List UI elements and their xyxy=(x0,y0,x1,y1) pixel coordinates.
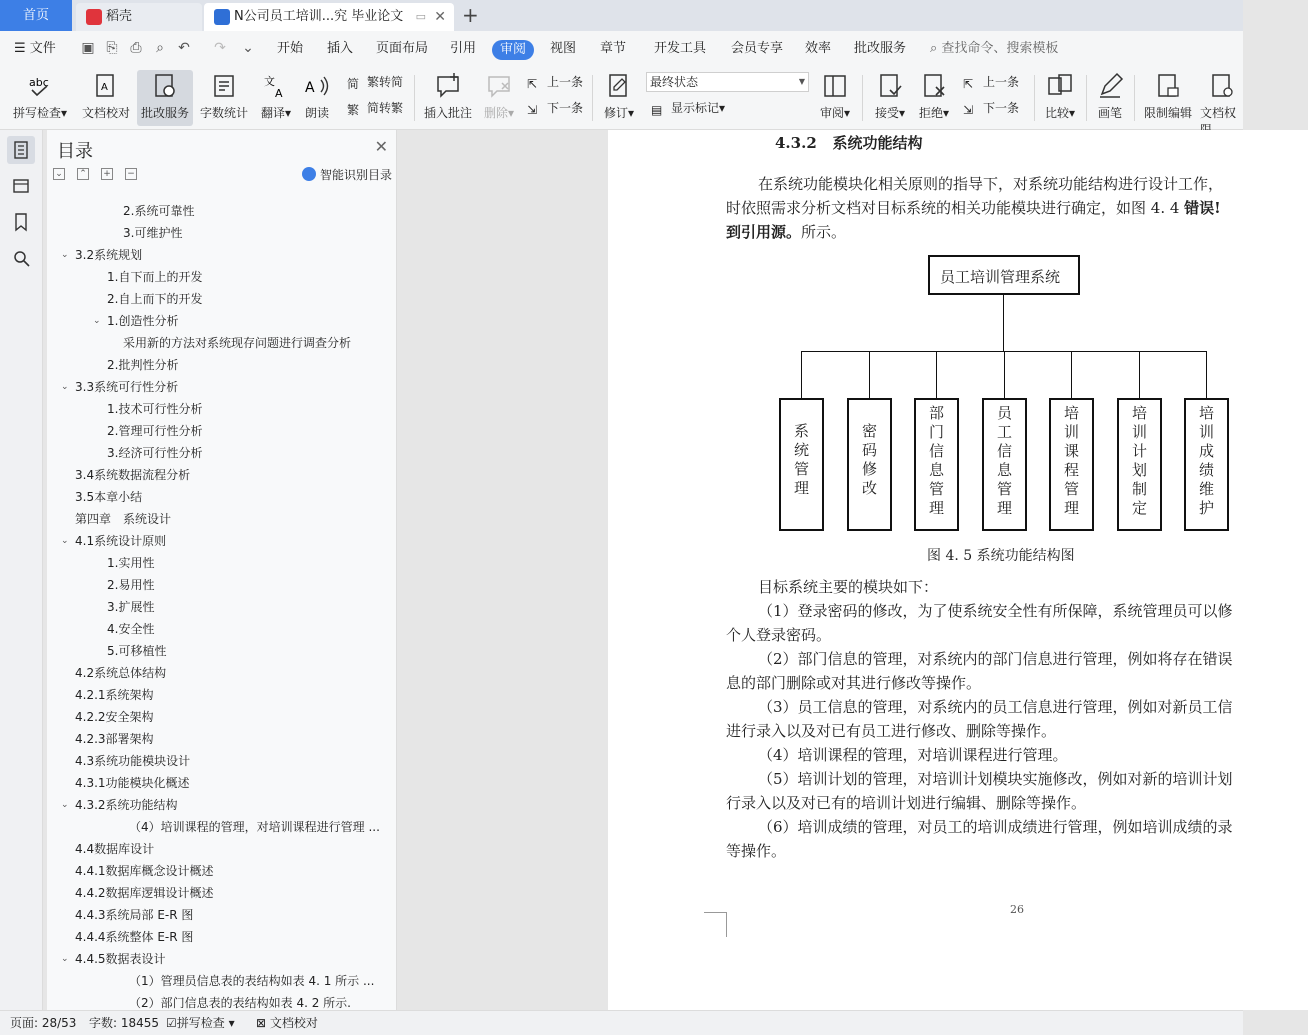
body-line: 目标系统主要的模块如下： xyxy=(758,578,939,596)
close-icon[interactable]: ✕ xyxy=(374,137,388,156)
status-spell-label: 拼写检查 xyxy=(176,1016,225,1030)
toc-item[interactable]: 4.4数据库设计 xyxy=(75,842,155,856)
hamburger-icon: ☰ xyxy=(14,41,26,56)
trad-to-simp-label: 繁转简 xyxy=(367,75,404,89)
next-change-label: 下一条 xyxy=(983,101,1020,115)
read-aloud-button[interactable] xyxy=(300,70,334,126)
module-label: 培训课程管理 xyxy=(1063,404,1079,517)
menu-layout[interactable]: 页面布局 xyxy=(376,41,429,56)
status-proofread-label: 文档校对 xyxy=(269,1016,318,1030)
prev-change-button[interactable] xyxy=(963,72,1019,92)
expand-caret-icon[interactable]: ⌄ xyxy=(93,316,101,326)
toc-item[interactable]: 5.可移植性 xyxy=(107,644,167,658)
review-pane-icon xyxy=(821,72,849,100)
heading-text: 系统功能结构 xyxy=(832,134,923,152)
module-node xyxy=(1184,398,1229,531)
toc-pane xyxy=(47,130,397,1010)
insert-comment-button[interactable] xyxy=(422,70,474,126)
toc-item[interactable]: 3.扩展性 xyxy=(107,600,155,614)
paragraph-line: 在系统功能模块化相关原则的指导下，对系统功能结构进行设计工作， xyxy=(758,175,1224,193)
accept-button[interactable]: 接受▾ xyxy=(870,70,910,126)
track-changes-button[interactable]: 修订▾ xyxy=(600,70,638,126)
spell-check-icon xyxy=(26,72,54,100)
toc-panel-icon[interactable] xyxy=(7,136,35,164)
doc-permission-label: 文档权 xyxy=(1200,106,1237,120)
file-menu[interactable] xyxy=(14,31,56,67)
menu-bar xyxy=(0,31,1243,67)
undo-icon[interactable]: ↶ xyxy=(178,40,190,56)
simp-to-trad-label: 简转繁 xyxy=(367,101,404,115)
svg-text:A: A xyxy=(101,82,108,93)
accept-label: 接受 xyxy=(874,106,899,120)
restrict-edit-label: 限制编辑 xyxy=(1143,106,1192,120)
tab-document[interactable] xyxy=(204,3,454,31)
show-markup-icon: ▤ xyxy=(651,103,663,117)
prev-comment-label: 上一条 xyxy=(547,75,584,89)
word-count[interactable]: 字数: 18455 xyxy=(89,1016,160,1030)
word-count-label: 字数统计 xyxy=(199,106,248,120)
track-changes-label: 修订 xyxy=(603,106,628,120)
document-area xyxy=(398,130,1243,1010)
menu-start[interactable]: 开始 xyxy=(277,41,304,56)
module-node xyxy=(1049,398,1094,531)
page-number: 26 xyxy=(1010,903,1024,916)
next-change-icon: ⇲ xyxy=(963,103,974,117)
delete-comment-button[interactable]: 删除▾ xyxy=(480,70,518,126)
body-line: （6）培训成绩的管理，对员工的培训成绩进行管理，例如培训成绩的录 xyxy=(758,818,1233,836)
toc-item[interactable]: 4.2系统总体结构 xyxy=(75,666,167,680)
tab-home[interactable]: 首页 xyxy=(0,0,72,31)
toc-item[interactable]: 4.3系统功能模块设计 xyxy=(75,754,191,768)
insert-comment-label: 插入批注 xyxy=(423,106,472,120)
menu-correction[interactable]: 批改服务 xyxy=(854,41,907,56)
body-line: （5）培训计划的管理，对培训计划模块实施修改，例如对新的培训计划 xyxy=(758,770,1233,788)
toc-item[interactable]: 4.4.3系统局部 E-R 图 xyxy=(75,908,194,922)
checkbox-icon: ☑ xyxy=(166,1016,177,1030)
body-line: 进行录入以及对已有员工进行修改、删除等操作。 xyxy=(726,722,1057,740)
permission-icon xyxy=(1208,72,1236,100)
prev-change-icon: ⇱ xyxy=(963,77,974,91)
spell-check-label: 拼写检查 xyxy=(12,106,61,120)
body-line: （2）部门信息的管理，对系统内的部门信息进行管理，例如将存在错误 xyxy=(758,650,1233,668)
reference-error: 错误! xyxy=(1184,199,1221,217)
tab-document-label: N公司员工培训...究 毕业论文 xyxy=(234,9,404,24)
proofread-icon xyxy=(92,72,120,100)
toc-item[interactable]: 3.3系统可行性分析 xyxy=(75,380,179,394)
toc-item[interactable]: （1）管理员信息表的表结构如表 4. 1 所示 ... xyxy=(129,974,375,988)
toc-item[interactable]: 2.易用性 xyxy=(107,578,155,592)
prev-comment-icon: ⇱ xyxy=(527,77,538,91)
toc-item[interactable]: 2.自上而下的开发 xyxy=(107,292,203,306)
print-icon[interactable]: ⎙ xyxy=(130,40,142,56)
toc-item[interactable]: 4.2.3部署架构 xyxy=(75,732,154,746)
paragraph-line xyxy=(726,197,1221,218)
section-heading xyxy=(775,132,922,153)
smart-toc-button[interactable] xyxy=(302,166,392,183)
toc-item[interactable]: 3.5本章小结 xyxy=(75,490,143,504)
expand-all-icon[interactable]: ⌄ xyxy=(53,168,65,180)
module-label: 密码修改 xyxy=(861,422,877,497)
module-label: 员工信息管理 xyxy=(996,404,1012,517)
root-node xyxy=(928,255,1080,295)
body-line: （4）培训课程的管理，对培训课程进行管理。 xyxy=(758,746,1068,764)
toc-item[interactable]: 4.安全性 xyxy=(107,622,155,636)
delete-comment-icon xyxy=(485,72,513,100)
close-tab-icon[interactable]: ✕ xyxy=(434,9,446,25)
command-search[interactable] xyxy=(930,31,1058,67)
svg-text:A: A xyxy=(305,80,315,96)
translate-label: 翻译 xyxy=(260,106,285,120)
proofread-small-icon: ⊠ xyxy=(256,1016,267,1030)
connector-line xyxy=(1004,351,1005,399)
next-change-button[interactable] xyxy=(963,98,1019,118)
toc-item[interactable]: 4.4.2数据库逻辑设计概述 xyxy=(75,886,214,900)
connector-line xyxy=(936,351,937,399)
reject-label: 拒绝 xyxy=(918,106,943,120)
expand-caret-icon[interactable]: ⌄ xyxy=(61,382,69,392)
collapse-all-icon[interactable]: ⌃ xyxy=(77,168,89,180)
body-line: 个人登录密码。 xyxy=(726,626,832,644)
smart-toc-label: 智能识别目录 xyxy=(319,168,392,182)
correction-service-button[interactable] xyxy=(137,70,193,126)
compare-label: 比较 xyxy=(1044,106,1069,120)
proofread-button[interactable] xyxy=(80,70,132,126)
compare-icon xyxy=(1046,72,1074,100)
simp-to-trad-button[interactable] xyxy=(347,98,403,118)
new-tab-button[interactable]: + xyxy=(462,3,479,27)
accept-icon xyxy=(876,72,904,100)
svg-text:文: 文 xyxy=(264,75,275,88)
body-line: 息的部门删除或对其进行修改等操作。 xyxy=(726,674,982,692)
ribbon-separator xyxy=(1034,75,1035,121)
simp-trad-icon: 繁 xyxy=(347,103,360,117)
read-aloud-icon xyxy=(303,72,331,100)
correction-service-label: 批改服务 xyxy=(140,106,189,120)
track-changes-icon xyxy=(605,72,633,100)
spell-check-button[interactable]: abc 拼写检查▾ xyxy=(8,70,72,126)
trad-to-simp-button[interactable] xyxy=(347,72,403,92)
display-state-select[interactable] xyxy=(646,72,809,92)
figure-caption: 图 4. 5 系统功能结构图 xyxy=(927,548,1075,564)
module-label: 培训计划制定 xyxy=(1131,404,1147,517)
redo-icon[interactable]: ↷ xyxy=(214,40,226,56)
body-line: （3）员工信息的管理，对系统内的员工信息进行管理，例如对新员工信 xyxy=(758,698,1233,716)
svg-text:A: A xyxy=(275,87,283,100)
toc-item[interactable]: 2.管理可行性分析 xyxy=(107,424,203,438)
toc-item[interactable]: 4.3.2系统功能结构 xyxy=(75,798,178,812)
toc-item[interactable]: 4.3.1功能模块化概述 xyxy=(75,776,190,790)
toc-item[interactable]: 1.创造性分析 xyxy=(107,314,179,328)
side-icon-strip xyxy=(0,130,43,1010)
writer-icon xyxy=(214,9,230,25)
tab-daoke[interactable] xyxy=(76,3,202,31)
toc-item[interactable]: 1.实用性 xyxy=(107,556,155,570)
command-search-placeholder: 查找命令、搜索模板 xyxy=(941,41,1059,56)
status-bar xyxy=(0,1010,1243,1035)
lock-icon xyxy=(1154,72,1182,100)
paragraph-line xyxy=(726,221,846,242)
bookmark-icon[interactable] xyxy=(7,208,35,236)
module-node xyxy=(914,398,959,531)
show-markup-label: 显示标记 xyxy=(671,101,720,115)
next-comment-icon: ⇲ xyxy=(527,103,538,117)
reject-icon xyxy=(920,72,948,100)
heading-number: 4.3.2 xyxy=(775,134,817,152)
toc-item[interactable]: 4.4.5数据表设计 xyxy=(75,952,166,966)
chevron-down-icon: ▼ xyxy=(798,77,805,86)
body-line: 行录入以及对已有的培训计划进行编辑、删除等操作。 xyxy=(726,794,1087,812)
word-count-icon xyxy=(210,72,238,100)
toc-item[interactable]: 2.批判性分析 xyxy=(107,358,179,372)
body-line: 等操作。 xyxy=(726,842,787,860)
menu-insert[interactable]: 插入 xyxy=(327,41,354,56)
ribbon-separator xyxy=(592,75,593,121)
root-node-label: 员工培训管理系统 xyxy=(940,268,1061,286)
expand-caret-icon[interactable]: ⌄ xyxy=(61,536,69,546)
tab-bar xyxy=(0,0,1243,31)
toc-item[interactable]: （4）培训课程的管理，对培训课程进行管理 ... xyxy=(129,820,380,834)
menu-member[interactable]: 会员专享 xyxy=(731,41,784,56)
proofread-label: 文档校对 xyxy=(81,106,130,120)
window-icon[interactable]: ▭ xyxy=(415,10,426,23)
next-comment-button[interactable] xyxy=(527,98,583,118)
next-comment-label: 下一条 xyxy=(547,101,584,115)
word-count-button[interactable] xyxy=(198,70,250,126)
ribbon-separator xyxy=(862,75,863,121)
translate-button[interactable]: 文 A 翻译▾ xyxy=(256,70,296,126)
expand-caret-icon[interactable]: ⌄ xyxy=(61,954,69,964)
module-label: 部门信息管理 xyxy=(928,404,944,517)
connector-line xyxy=(869,351,870,399)
prev-change-label: 上一条 xyxy=(983,75,1020,89)
module-node xyxy=(847,398,892,531)
ribbon-separator xyxy=(414,75,415,121)
pen-icon xyxy=(1096,72,1124,100)
menu-view[interactable]: 视图 xyxy=(550,41,577,56)
connector-line xyxy=(1003,295,1004,351)
status-proofread[interactable] xyxy=(256,1011,318,1035)
save-icon[interactable]: ▣ xyxy=(81,40,95,56)
quick-more-icon[interactable]: ⌄ xyxy=(242,40,254,56)
paragraph-text: 所示。 xyxy=(801,223,847,241)
show-markup-button[interactable]: ▤ 显示标记▾ xyxy=(651,101,726,117)
corner-mark xyxy=(704,912,726,913)
body-line: （1）登录密码的修改，为了使系统安全性有所保障，系统管理员可以修 xyxy=(758,602,1233,620)
preview-icon[interactable]: ⌕ xyxy=(156,40,164,56)
menu-review[interactable]: 审阅 xyxy=(492,40,534,60)
module-node xyxy=(982,398,1027,531)
toc-item[interactable]: 1.自下而上的开发 xyxy=(107,270,203,284)
review-pane-button[interactable]: 审阅▾ xyxy=(816,70,854,126)
toc-item[interactable]: 采用新的方法对系统现存问题进行调查分析 xyxy=(123,336,352,350)
remove-level-icon[interactable]: − xyxy=(125,168,137,180)
ribbon-separator xyxy=(1134,75,1135,121)
toc-item[interactable]: 3.可维护性 xyxy=(123,226,183,240)
svg-text:abc: abc xyxy=(29,76,49,89)
corner-mark xyxy=(726,912,727,937)
menu-chapter[interactable]: 章节 xyxy=(600,41,627,56)
pen-button[interactable] xyxy=(1094,70,1126,126)
toc-item[interactable]: 4.4.1数据库概念设计概述 xyxy=(75,864,214,878)
toc-item[interactable]: 3.4系统数据流程分析 xyxy=(75,468,191,482)
connector-line xyxy=(801,351,802,399)
restrict-edit-button[interactable] xyxy=(1140,70,1196,126)
toc-item[interactable]: 4.2.1系统架构 xyxy=(75,688,154,702)
toc-list xyxy=(47,200,387,1008)
insert-comment-icon xyxy=(434,72,462,100)
toc-item[interactable]: 1.技术可行性分析 xyxy=(107,402,203,416)
toc-title: 目录 xyxy=(57,141,93,162)
add-level-icon[interactable]: + xyxy=(101,168,113,180)
display-state-value: 最终状态 xyxy=(650,75,699,89)
toc-item[interactable]: 3.2系统规划 xyxy=(75,248,143,262)
correction-service-icon xyxy=(151,72,179,100)
menu-developer[interactable]: 开发工具 xyxy=(654,41,707,56)
search-icon: ⌕ xyxy=(930,41,938,56)
connector-line xyxy=(1206,351,1207,399)
pen-label: 画笔 xyxy=(1097,106,1122,120)
status-spell-check[interactable]: ☑拼写检查 ▾ xyxy=(166,1016,235,1030)
daoke-icon xyxy=(86,9,102,25)
connector-line xyxy=(1071,351,1072,399)
module-label: 培训成绩维护 xyxy=(1198,404,1214,517)
toc-item[interactable]: 3.经济可行性分析 xyxy=(107,446,203,460)
reject-button[interactable]: 拒绝▾ xyxy=(914,70,954,126)
smart-toc-icon xyxy=(302,167,316,181)
read-aloud-label: 朗读 xyxy=(304,106,329,120)
ribbon-toolbar xyxy=(0,67,1243,130)
tab-daoke-label: 稻壳 xyxy=(106,9,133,24)
chapter-nav-icon[interactable] xyxy=(7,172,35,200)
menu-efficiency[interactable]: 效率 xyxy=(805,41,832,56)
compare-button[interactable]: 比较▾ xyxy=(1040,70,1080,126)
toc-item[interactable]: 2.系统可靠性 xyxy=(123,204,195,218)
toc-item[interactable]: 4.1系统设计原则 xyxy=(75,534,167,548)
module-node xyxy=(1117,398,1162,531)
menu-reference[interactable]: 引用 xyxy=(450,41,477,56)
connector-line xyxy=(1139,351,1140,399)
delete-comment-label: 删除 xyxy=(483,106,508,120)
expand-caret-icon[interactable]: ⌄ xyxy=(61,800,69,810)
ribbon-separator xyxy=(1086,75,1087,121)
translate-icon xyxy=(262,72,290,100)
file-menu-label: 文件 xyxy=(29,41,56,56)
module-node xyxy=(779,398,824,531)
search-icon[interactable] xyxy=(7,244,35,272)
toc-item[interactable]: 4.2.2安全架构 xyxy=(75,710,154,724)
export-icon[interactable]: ⎘ xyxy=(106,40,118,56)
document-page[interactable] xyxy=(608,130,1308,1010)
page-indicator[interactable]: 页面: 28/53 xyxy=(10,1016,77,1030)
paragraph-text: 时依照需求分析文档对目标系统的相关功能模块进行确定，如图 4. 4 xyxy=(726,199,1185,217)
trad-simp-icon: 简 xyxy=(347,77,360,91)
doc-permission-button[interactable] xyxy=(1200,70,1243,126)
toc-item[interactable]: 4.4.4系统整体 E-R 图 xyxy=(75,930,194,944)
prev-comment-button[interactable] xyxy=(527,72,583,92)
review-pane-label: 审阅 xyxy=(819,106,844,120)
reference-error: 到引用源。 xyxy=(726,223,802,241)
toc-item[interactable]: 第四章 系统设计 xyxy=(75,512,172,526)
expand-caret-icon[interactable]: ⌄ xyxy=(61,250,69,260)
module-label: 系统管理 xyxy=(793,422,809,497)
toc-item[interactable]: （2）部门信息表的表结构如表 4. 2 所示. xyxy=(129,996,351,1010)
